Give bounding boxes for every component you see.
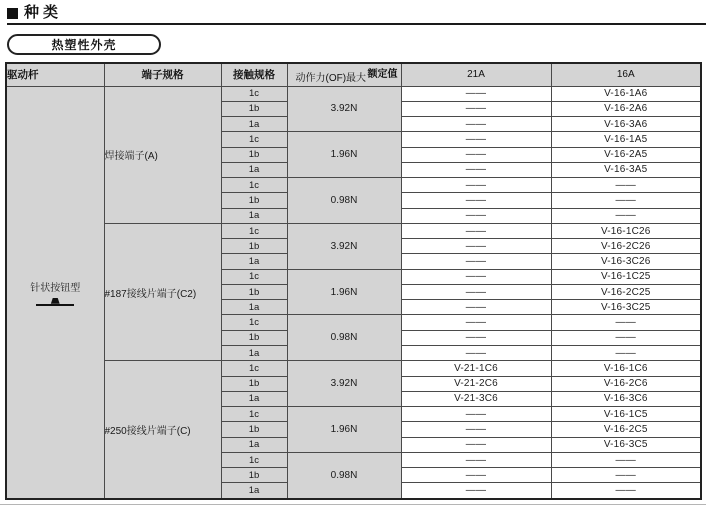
contact-spec-cell: 1a [221, 208, 287, 223]
contact-spec-cell: 1a [221, 162, 287, 177]
force-cell: 0.98N [287, 315, 401, 361]
terminal-group-cell: 焊接端子(A) [104, 86, 221, 223]
model-cell-16a: V-16-2C25 [551, 284, 701, 299]
model-cell-16a: V-16-3C25 [551, 300, 701, 315]
force-cell: 3.92N [287, 223, 401, 269]
model-cell-16a: —— [551, 468, 701, 483]
contact-spec-cell: 1a [221, 437, 287, 452]
contact-spec-cell: 1c [221, 315, 287, 330]
force-cell: 0.98N [287, 178, 401, 224]
table-row [6, 361, 701, 376]
model-cell-16a: —— [551, 208, 701, 223]
model-cell-21a: —— [401, 193, 551, 208]
model-cell-21a: —— [401, 300, 551, 315]
force-cell: 1.96N [287, 132, 401, 178]
force-cell: 3.92N [287, 86, 401, 132]
model-cell-21a: —— [401, 452, 551, 467]
section-title-row [7, 4, 62, 22]
model-cell-16a: V-16-1A5 [551, 132, 701, 147]
column-header-force [287, 63, 401, 86]
contact-spec-cell: 1a [221, 117, 287, 132]
model-cell-16a: V-16-3A5 [551, 162, 701, 177]
terminal-group-cell: #250接线片端子(C) [104, 361, 221, 499]
model-cell-21a: —— [401, 346, 551, 361]
contact-spec-cell: 1b [221, 193, 287, 208]
model-cell-16a: V-16-2A6 [551, 101, 701, 116]
model-cell-16a: V-16-1C26 [551, 223, 701, 238]
model-cell-21a: —— [401, 254, 551, 269]
model-cell-21a: —— [401, 422, 551, 437]
contact-spec-cell: 1c [221, 407, 287, 422]
contact-spec-cell: 1b [221, 101, 287, 116]
model-cell-21a: —— [401, 86, 551, 101]
contact-spec-cell: 1c [221, 269, 287, 284]
model-cell-16a: V-16-1C6 [551, 361, 701, 376]
model-cell-16a: V-16-3C26 [551, 254, 701, 269]
contact-spec-cell: 1b [221, 330, 287, 345]
model-cell-16a: V-16-2A5 [551, 147, 701, 162]
model-cell-21a: —— [401, 315, 551, 330]
model-cell-21a: —— [401, 178, 551, 193]
column-header-16a: 16A [551, 63, 701, 86]
contact-spec-cell: 1b [221, 239, 287, 254]
model-cell-21a: V-21-3C6 [401, 391, 551, 406]
force-cell: 0.98N [287, 452, 401, 499]
page-title: 种类 [24, 4, 63, 21]
rated-value-label: 额定值 [367, 69, 398, 80]
model-cell-21a: —— [401, 223, 551, 238]
contact-spec-cell: 1b [221, 468, 287, 483]
model-cell-16a: V-16-3A6 [551, 117, 701, 132]
contact-spec-cell: 1b [221, 284, 287, 299]
model-cell-16a: V-16-3C5 [551, 437, 701, 452]
contact-spec-cell: 1a [221, 483, 287, 499]
model-cell-21a: —— [401, 330, 551, 345]
page-bottom-rule [0, 504, 706, 505]
model-cell-16a: —— [551, 193, 701, 208]
contact-spec-cell: 1c [221, 223, 287, 238]
column-header-terminal: 端子规格 [104, 63, 221, 86]
column-header-21a: 21A [401, 63, 551, 86]
contact-spec-cell: 1a [221, 391, 287, 406]
column-header-contact: 接触规格 [221, 63, 287, 86]
terminal-group-cell: #187接线片端子(C2) [104, 223, 221, 360]
contact-spec-cell: 1c [221, 452, 287, 467]
model-cell-21a: —— [401, 117, 551, 132]
model-cell-21a: V-21-1C6 [401, 361, 551, 376]
contact-spec-cell: 1a [221, 300, 287, 315]
model-cell-16a: V-16-2C5 [551, 422, 701, 437]
table-row [6, 86, 701, 101]
model-cell-21a: —— [401, 284, 551, 299]
contact-spec-cell: 1b [221, 147, 287, 162]
actuator-cell [6, 86, 104, 499]
model-selection-table [5, 62, 702, 500]
model-cell-16a: V-16-2C6 [551, 376, 701, 391]
model-cell-21a: —— [401, 101, 551, 116]
model-cell-16a: V-16-3C6 [551, 391, 701, 406]
model-cell-16a: —— [551, 483, 701, 499]
model-cell-16a: —— [551, 346, 701, 361]
model-cell-21a: —— [401, 208, 551, 223]
contact-spec-cell: 1c [221, 361, 287, 376]
model-cell-21a: —— [401, 132, 551, 147]
table-header-row [6, 63, 701, 86]
model-cell-21a: —— [401, 468, 551, 483]
contact-spec-cell: 1c [221, 178, 287, 193]
model-cell-21a: —— [401, 483, 551, 499]
model-cell-16a: V-16-2C26 [551, 239, 701, 254]
contact-spec-cell: 1b [221, 376, 287, 391]
contact-spec-cell: 1a [221, 254, 287, 269]
housing-type-label: 热塑性外壳 [51, 38, 117, 52]
model-cell-16a: —— [551, 452, 701, 467]
model-cell-21a: —— [401, 239, 551, 254]
table-row [6, 223, 701, 238]
model-cell-21a: —— [401, 407, 551, 422]
model-cell-21a: —— [401, 162, 551, 177]
model-cell-21a: —— [401, 437, 551, 452]
model-cell-16a: V-16-1C5 [551, 407, 701, 422]
title-rule [7, 23, 706, 25]
contact-spec-cell: 1a [221, 346, 287, 361]
pin-plunger-icon [36, 297, 74, 306]
model-cell-21a: —— [401, 269, 551, 284]
model-cell-16a: V-16-1A6 [551, 86, 701, 101]
housing-type-pill [7, 34, 161, 55]
contact-spec-cell: 1c [221, 132, 287, 147]
contact-spec-cell: 1c [221, 86, 287, 101]
section-marker-icon [7, 8, 18, 19]
contact-spec-cell: 1b [221, 422, 287, 437]
operating-force-label: 动作力(OF)最大 [295, 72, 367, 84]
actuator-label: 针状按钮型 [30, 282, 81, 294]
model-cell-16a: V-16-1C25 [551, 269, 701, 284]
model-cell-21a: —— [401, 147, 551, 162]
column-header-actuator: 驱动杆 [6, 63, 104, 86]
model-cell-21a: V-21-2C6 [401, 376, 551, 391]
force-cell: 1.96N [287, 269, 401, 315]
force-cell: 1.96N [287, 407, 401, 453]
force-cell: 3.92N [287, 361, 401, 407]
model-cell-16a: —— [551, 178, 701, 193]
model-cell-16a: —— [551, 315, 701, 330]
model-cell-16a: —— [551, 330, 701, 345]
